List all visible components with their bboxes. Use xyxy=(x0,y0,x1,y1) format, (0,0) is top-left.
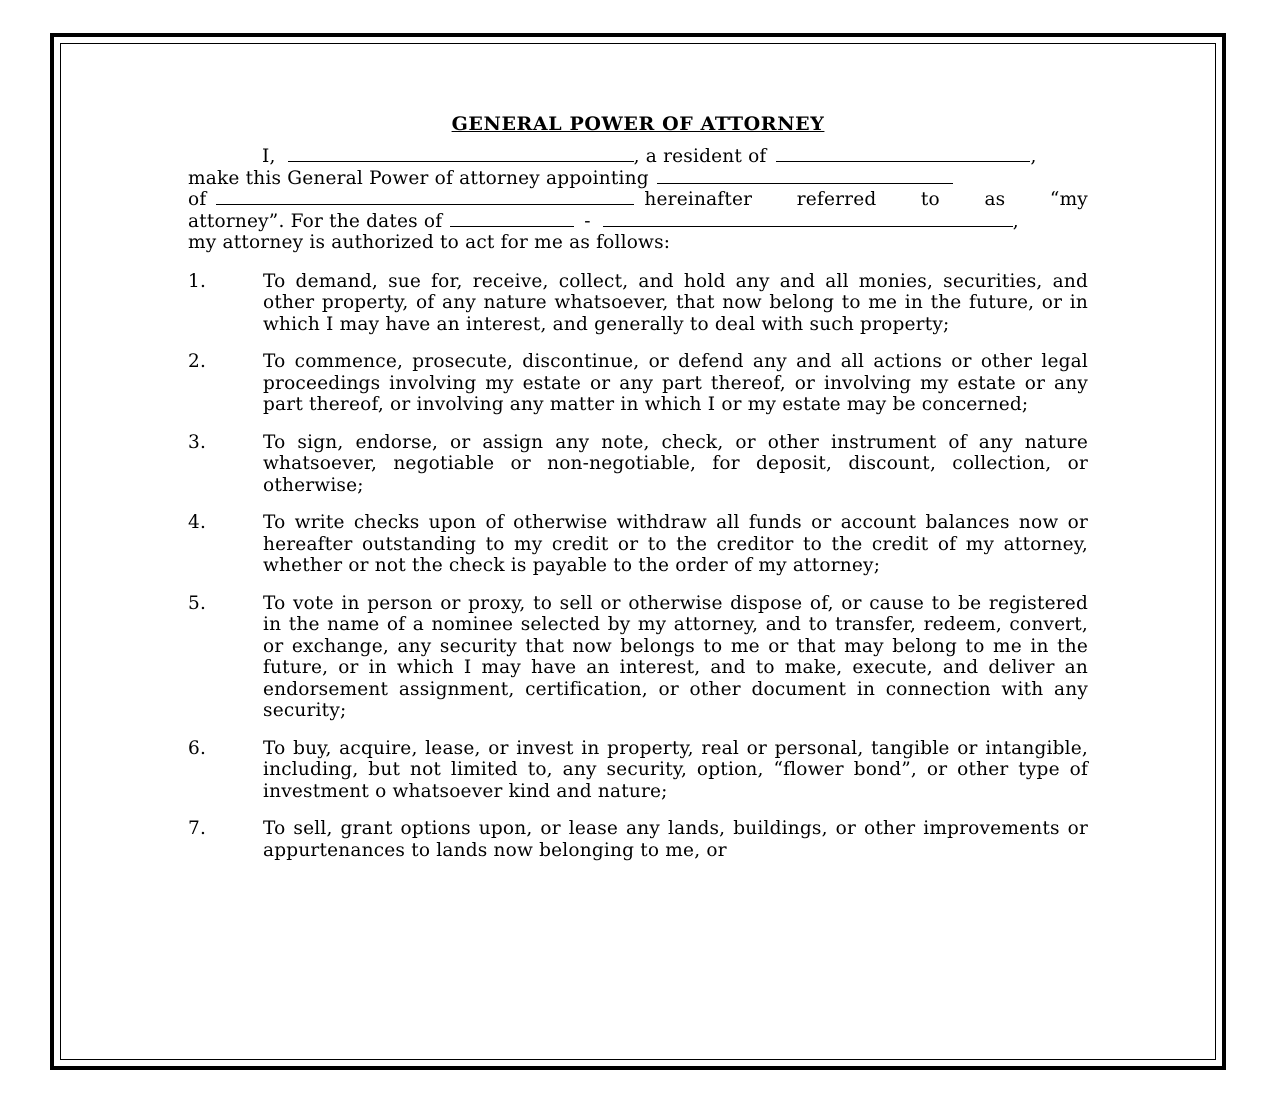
item-text: To vote in person or proxy, to sell or otherwise dispose of, or cause to be registered in the name of a nominee selected by my attorney, and to transfer, redeem, convert, or exchange, any security that now belongs to me or that may belong to me in the future, or in which I may have an interest, and to make, execute, and deliver an endorsement assignment, certification, or other document in connection with any security; xyxy=(263,592,1088,721)
intro-text-dash: - xyxy=(584,210,591,232)
intro-text-appointing: make this General Power of attorney appointing xyxy=(188,167,649,189)
end-date-blank[interactable] xyxy=(603,211,1013,227)
list-item xyxy=(188,818,1088,861)
intro-word: as xyxy=(984,189,1006,210)
document-body xyxy=(188,112,1088,877)
item-number: 4. xyxy=(188,512,207,533)
intro-line-5 xyxy=(188,232,1088,254)
intro-paragraph xyxy=(188,146,1088,254)
grantor-name-blank[interactable] xyxy=(288,146,634,162)
intro-word: hereinafter xyxy=(644,189,753,210)
list-item xyxy=(188,593,1088,722)
attorney-address-blank[interactable] xyxy=(216,189,634,205)
item-text: To write checks upon of otherwise withdraw all funds or account balances now or hereafter outstanding to my credit or to the creditor to the credit of my attorney, whether or not the check is payable to the order of my attorney; xyxy=(263,512,1088,576)
grantor-residence-blank[interactable] xyxy=(776,146,1030,162)
intro-line-2 xyxy=(188,168,1088,190)
document-title: GENERAL POWER OF ATTORNEY xyxy=(451,113,825,135)
intro-text-dates: attorney”. For the dates of xyxy=(188,210,443,232)
list-item xyxy=(188,512,1088,577)
intro-word: referred xyxy=(796,189,877,210)
list-item xyxy=(188,738,1088,803)
intro-line-1 xyxy=(188,146,1088,168)
intro-word: to xyxy=(920,189,940,210)
attorney-name-blank[interactable] xyxy=(657,168,953,184)
item-number: 5. xyxy=(188,592,207,614)
list-item xyxy=(188,271,1088,336)
start-date-blank[interactable] xyxy=(450,211,574,227)
intro-text-authorized: my attorney is authorized to act for me as follows: xyxy=(188,232,671,253)
item-text: To buy, acquire, lease, or invest in property, real or personal, tangible or intangible, including, but not limited to, any security, option, “flower bond”, or other type of investment o whatsoever kind and nature; xyxy=(263,737,1088,802)
item-number: 7. xyxy=(188,818,207,839)
intro-line-4 xyxy=(188,211,1088,233)
list-item xyxy=(188,432,1088,497)
intro-text-resident: , a resident of xyxy=(633,146,767,167)
item-number: 2. xyxy=(188,351,207,372)
intro-word: “my xyxy=(1049,189,1088,210)
item-number: 3. xyxy=(188,431,207,453)
item-number: 6. xyxy=(188,737,207,759)
item-number: 1. xyxy=(188,270,207,292)
intro-text-comma-2: , xyxy=(1012,210,1019,232)
intro-text-i: I, xyxy=(262,146,276,167)
item-text: To sign, endorse, or assign any note, check, or other instrument of any nature whatsoever, negotiable or non-negotiable, for deposit, discount, collection, or otherwise; xyxy=(263,431,1088,496)
item-text: To demand, sue for, receive, collect, and hold any and all monies, securities, and other property, of any nature whatsoever, that now belong to me in the future, or in which I may have an interest, and generally to deal with such property; xyxy=(263,270,1088,335)
item-text: To commence, prosecute, discontinue, or defend any and all actions or other legal proceedings involving my estate or any part thereof, or involving my estate or any part thereof, or involving any matter in which I or my estate may be concerned; xyxy=(263,351,1088,415)
item-text: To sell, grant options upon, or lease any lands, buildings, or other improvements or appurtenances to lands now belonging to me, or xyxy=(263,818,1088,861)
intro-text-comma: , xyxy=(1030,146,1037,167)
list-item xyxy=(188,351,1088,416)
intro-line-3 xyxy=(188,189,1088,211)
intro-text-of: of xyxy=(188,189,207,210)
intro-spread-words xyxy=(644,189,1088,211)
